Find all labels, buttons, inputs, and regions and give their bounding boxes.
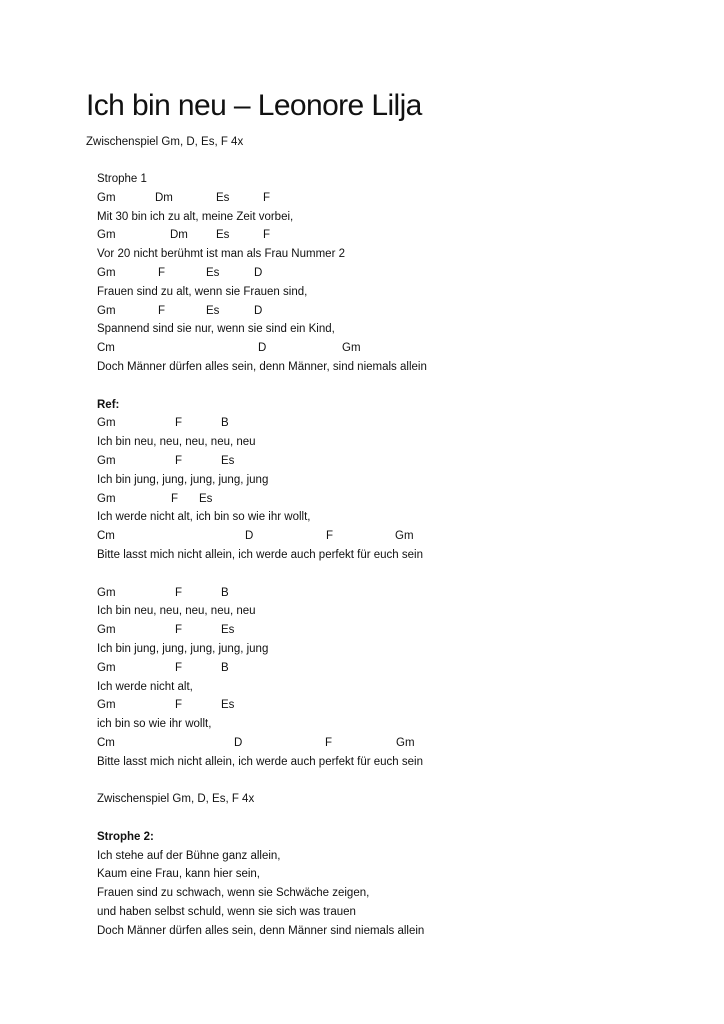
chord: Gm: [97, 454, 116, 467]
chord: Gm: [97, 492, 116, 505]
blank-line: [97, 809, 697, 828]
chord: F: [175, 454, 183, 467]
lyric-line: Vor 20 nicht berühmt ist man als Frau Nummer 2: [97, 248, 345, 261]
lyric-line: Zwischenspiel Gm, D, Es, F 4x: [97, 793, 255, 806]
lyric-line: Ich bin jung, jung, jung, jung, jung: [97, 473, 269, 486]
song-title: Ich bin neu – Leonore Lilja: [86, 89, 422, 122]
chord-line: [97, 659, 697, 678]
chord: Es: [206, 266, 220, 279]
chord: Es: [199, 492, 213, 505]
lyric-line: Ich werde nicht alt,: [97, 680, 193, 693]
chord: Dm: [170, 229, 188, 242]
chord: Gm: [97, 417, 116, 430]
chord: Gm: [97, 624, 116, 637]
intro-line: Zwischenspiel Gm, D, Es, F 4x: [86, 136, 244, 148]
chord: F: [175, 586, 183, 599]
chord-line: [97, 734, 697, 753]
lyric-line: Ich stehe auf der Bühne ganz allein,: [97, 849, 281, 862]
lyric-line: Kaum eine Frau, kann hier sein,: [97, 868, 261, 881]
chord: Gm: [97, 191, 116, 204]
chord-line: [97, 490, 697, 509]
chord: F: [175, 417, 183, 430]
chord-line: [97, 696, 697, 715]
chord: B: [221, 417, 229, 430]
lyric-line: Ich bin neu, neu, neu, neu, neu: [97, 436, 256, 449]
chord: Gm: [97, 586, 116, 599]
chord: B: [221, 661, 229, 674]
chord: Gm: [396, 736, 415, 749]
chord: Gm: [342, 342, 361, 355]
lyric-line: Spannend sind sie nur, wenn sie sind ein Kind,: [97, 323, 335, 336]
chord: Es: [206, 304, 220, 317]
chord: Gm: [97, 661, 116, 674]
chord: F: [175, 661, 183, 674]
chord: Es: [221, 699, 235, 712]
chord: Es: [216, 229, 230, 242]
chord-line: [97, 584, 697, 603]
blank-line: [97, 377, 697, 396]
lyric-line: Strophe 1: [97, 173, 147, 185]
section-heading: Strophe 2:: [97, 830, 154, 843]
chord-line: [97, 189, 697, 208]
chord-line: [97, 302, 697, 321]
chord: Gm: [97, 229, 116, 242]
lyric-line: Ich bin jung, jung, jung, jung, jung: [97, 642, 269, 655]
chord: Cm: [97, 530, 115, 543]
chord: Gm: [97, 266, 116, 279]
chord-line: [97, 414, 697, 433]
chord: Cm: [97, 736, 115, 749]
lyric-line: Doch Männer dürfen alles sein, denn Männer, sind niemals allein: [97, 360, 427, 373]
chord-line: [97, 339, 697, 358]
lyric-line: Frauen sind zu schwach, wenn sie Schwäche zeigen,: [97, 887, 370, 900]
section-heading: Ref:: [97, 398, 120, 411]
blank-line: [97, 565, 697, 584]
chord: F: [263, 191, 271, 204]
lyric-line: Ich werde nicht alt, ich bin so wie ihr wollt,: [97, 511, 311, 524]
chord: Gm: [395, 530, 414, 543]
blank-line: [97, 772, 697, 791]
song-sheet: [97, 170, 697, 941]
chord: F: [263, 229, 271, 242]
lyric-line: Ich bin neu, neu, neu, neu, neu: [97, 605, 256, 618]
chord-line: [97, 226, 697, 245]
chord: F: [158, 304, 166, 317]
chord: D: [258, 342, 267, 355]
chord: B: [221, 586, 229, 599]
chord: F: [175, 699, 183, 712]
chord: F: [326, 530, 334, 543]
chord: F: [171, 492, 179, 505]
chord: F: [325, 736, 333, 749]
chord: F: [158, 266, 166, 279]
chord: Gm: [97, 699, 116, 712]
lyric-line: Frauen sind zu alt, wenn sie Frauen sind,: [97, 285, 308, 298]
lyric-line: ich bin so wie ihr wollt,: [97, 718, 212, 731]
chord: Cm: [97, 342, 115, 355]
chord: Dm: [155, 191, 173, 204]
lyric-line: Bitte lasst mich nicht allein, ich werde auch perfekt für euch sein: [97, 755, 423, 768]
lyric-line: Mit 30 bin ich zu alt, meine Zeit vorbei,: [97, 210, 294, 223]
chord: D: [245, 530, 254, 543]
lyric-line: Doch Männer dürfen alles sein, denn Männer sind niemals allein: [97, 924, 425, 937]
chord: D: [234, 736, 243, 749]
lyric-line: Bitte lasst mich nicht allein, ich werde auch perfekt für euch sein: [97, 548, 423, 561]
chord: Es: [216, 191, 230, 204]
chord-line: [97, 621, 697, 640]
chord: F: [175, 624, 183, 637]
chord-line: [97, 264, 697, 283]
lyric-line: und haben selbst schuld, wenn sie sich was trauen: [97, 906, 356, 919]
chord: Gm: [97, 304, 116, 317]
chord: D: [254, 266, 263, 279]
chord: Es: [221, 454, 235, 467]
chord-line: [97, 452, 697, 471]
chord: D: [254, 304, 263, 317]
chord: Es: [221, 624, 235, 637]
chord-line: [97, 527, 697, 546]
